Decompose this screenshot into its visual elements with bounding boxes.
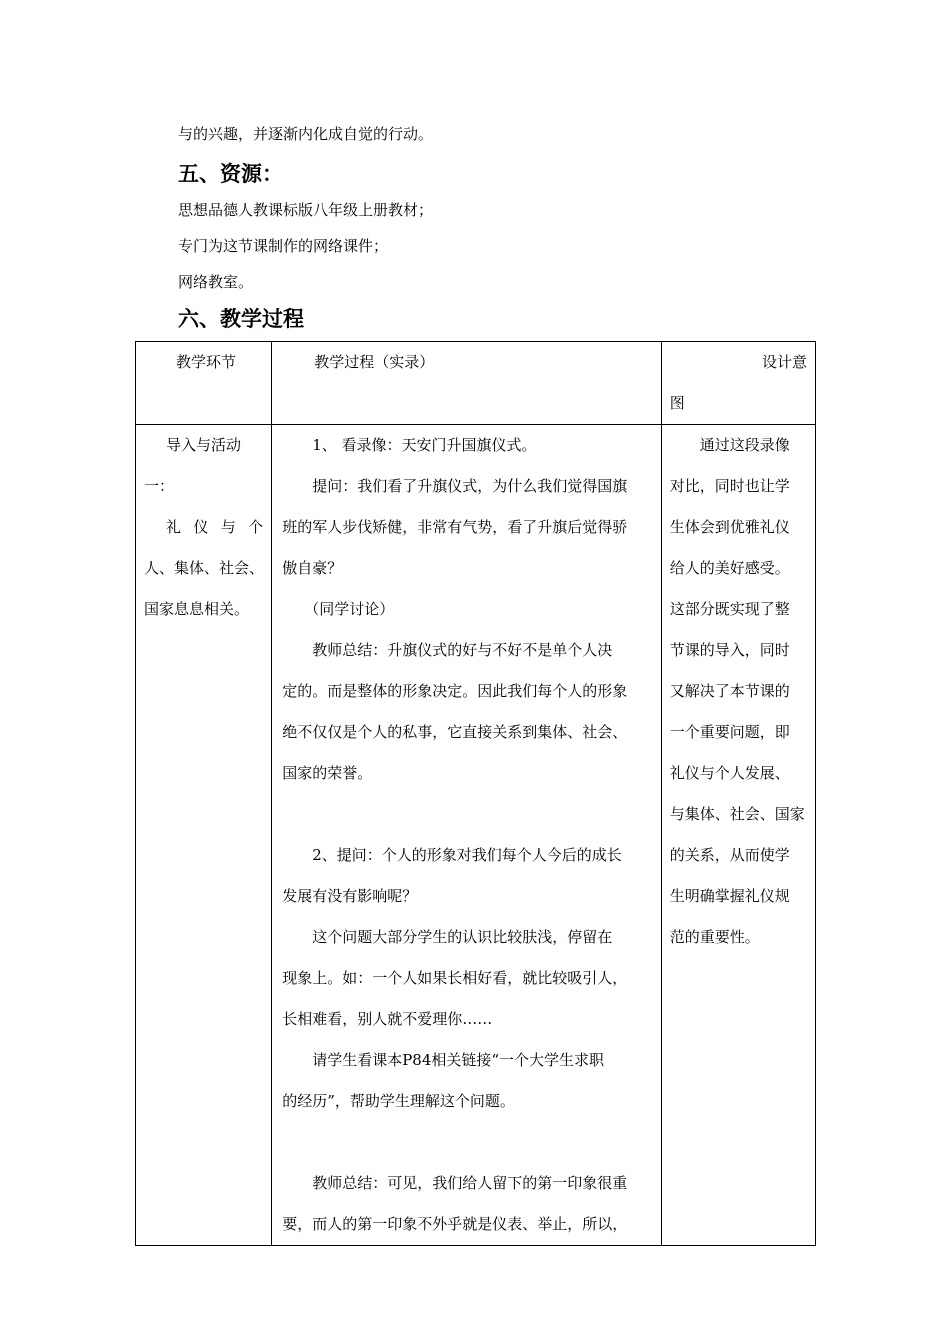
header-stage: 教学环节 [136, 342, 272, 425]
process-cell [272, 425, 662, 1246]
process-line: 班的军人步伐矫健，非常有气势，看了升旗后觉得骄 [282, 518, 628, 536]
header-process: 教学过程（实录） [272, 342, 662, 425]
process-line: 现象上。如：一个人如果长相好看，就比较吸引人， [282, 969, 628, 987]
process-line: 要，而人的第一印象不外乎就是仪表、举止，所以， [282, 1215, 628, 1233]
process-line: 定的。而是整体的形象决定。因此我们每个人的形象 [282, 682, 628, 700]
design-intent-cell [661, 425, 815, 1246]
process-line: 长相难看，别人就不爱理你…… [282, 1010, 493, 1028]
intent-line: 一个重要问题，即 [669, 723, 790, 741]
blank-line [282, 794, 651, 835]
process-line: 1、 看录像：天安门升国旗仪式。 [312, 436, 537, 454]
process-line: 请学生看课本P84相关链接“一个大学生求职 [312, 1051, 605, 1069]
intent-line: 的关系，从而使学 [669, 846, 790, 864]
intent-line: 生体会到优雅礼仪 [669, 518, 790, 536]
process-line: 这个问题大部分学生的认识比较肤浅，停留在 [312, 928, 613, 946]
intent-line: 这部分既实现了整 [669, 600, 790, 618]
intro-text: 与的兴趣，并逐渐内化成自觉的行动。 [178, 125, 434, 143]
header-design-intent: 设计意 图 [661, 342, 815, 425]
resource-item: 网络教室。 [178, 273, 254, 291]
blank-line [282, 1122, 651, 1163]
intent-line: 范的重要性。 [669, 928, 760, 946]
stage-line: 国家息息相关。 [144, 600, 250, 618]
process-line: 绝不仅仅是个人的私事，它直接关系到集体、社会、 [282, 723, 628, 741]
intent-line: 通过这段录像 [699, 436, 790, 454]
process-line: 教师总结：可见，我们给人留下的第一印象很重 [312, 1174, 628, 1192]
table-header-row [136, 342, 816, 425]
teaching-process-table [135, 341, 816, 1246]
process-line: 傲自豪？ [282, 559, 343, 577]
process-line: 国家的荣誉。 [282, 764, 373, 782]
intent-line: 又解决了本节课的 [669, 682, 790, 700]
resource-item: 专门为这节课制作的网络课件； [178, 237, 389, 255]
intent-line: 礼仪与个人发展、 [669, 764, 790, 782]
stage-line: 一： [144, 477, 175, 495]
process-line: （同学讨论） [304, 600, 395, 618]
intent-line: 对比，同时也让学 [669, 477, 790, 495]
stage-line: 礼仪与个 [166, 518, 264, 536]
process-line: 2、提问：个人的形象对我们每个人今后的成长 [312, 846, 622, 864]
stage-line: 人、集体、社会、 [144, 559, 265, 577]
stage-cell [136, 425, 272, 1246]
intent-line: 与集体、社会、国家 [669, 805, 805, 823]
intent-line: 给人的美好感受。 [669, 559, 790, 577]
intent-line: 节课的导入，同时 [669, 641, 790, 659]
process-line: 教师总结：升旗仪式的好与不好不是单个人决 [312, 641, 613, 659]
table-row [136, 425, 816, 1246]
process-line: 发展有没有影响呢？ [282, 887, 418, 905]
resource-item: 思想品德人教课标版八年级上册教材； [178, 201, 434, 219]
section-6-heading: 六、教学过程 [178, 307, 304, 331]
process-line: 的经历”，帮助学生理解这个问题。 [282, 1092, 515, 1110]
intent-line: 生明确掌握礼仪规 [669, 887, 790, 905]
section-5-heading: 五、资源： [178, 162, 283, 186]
stage-line: 导入与活动 [166, 436, 242, 454]
process-line: 提问：我们看了升旗仪式，为什么我们觉得国旗 [312, 477, 628, 495]
